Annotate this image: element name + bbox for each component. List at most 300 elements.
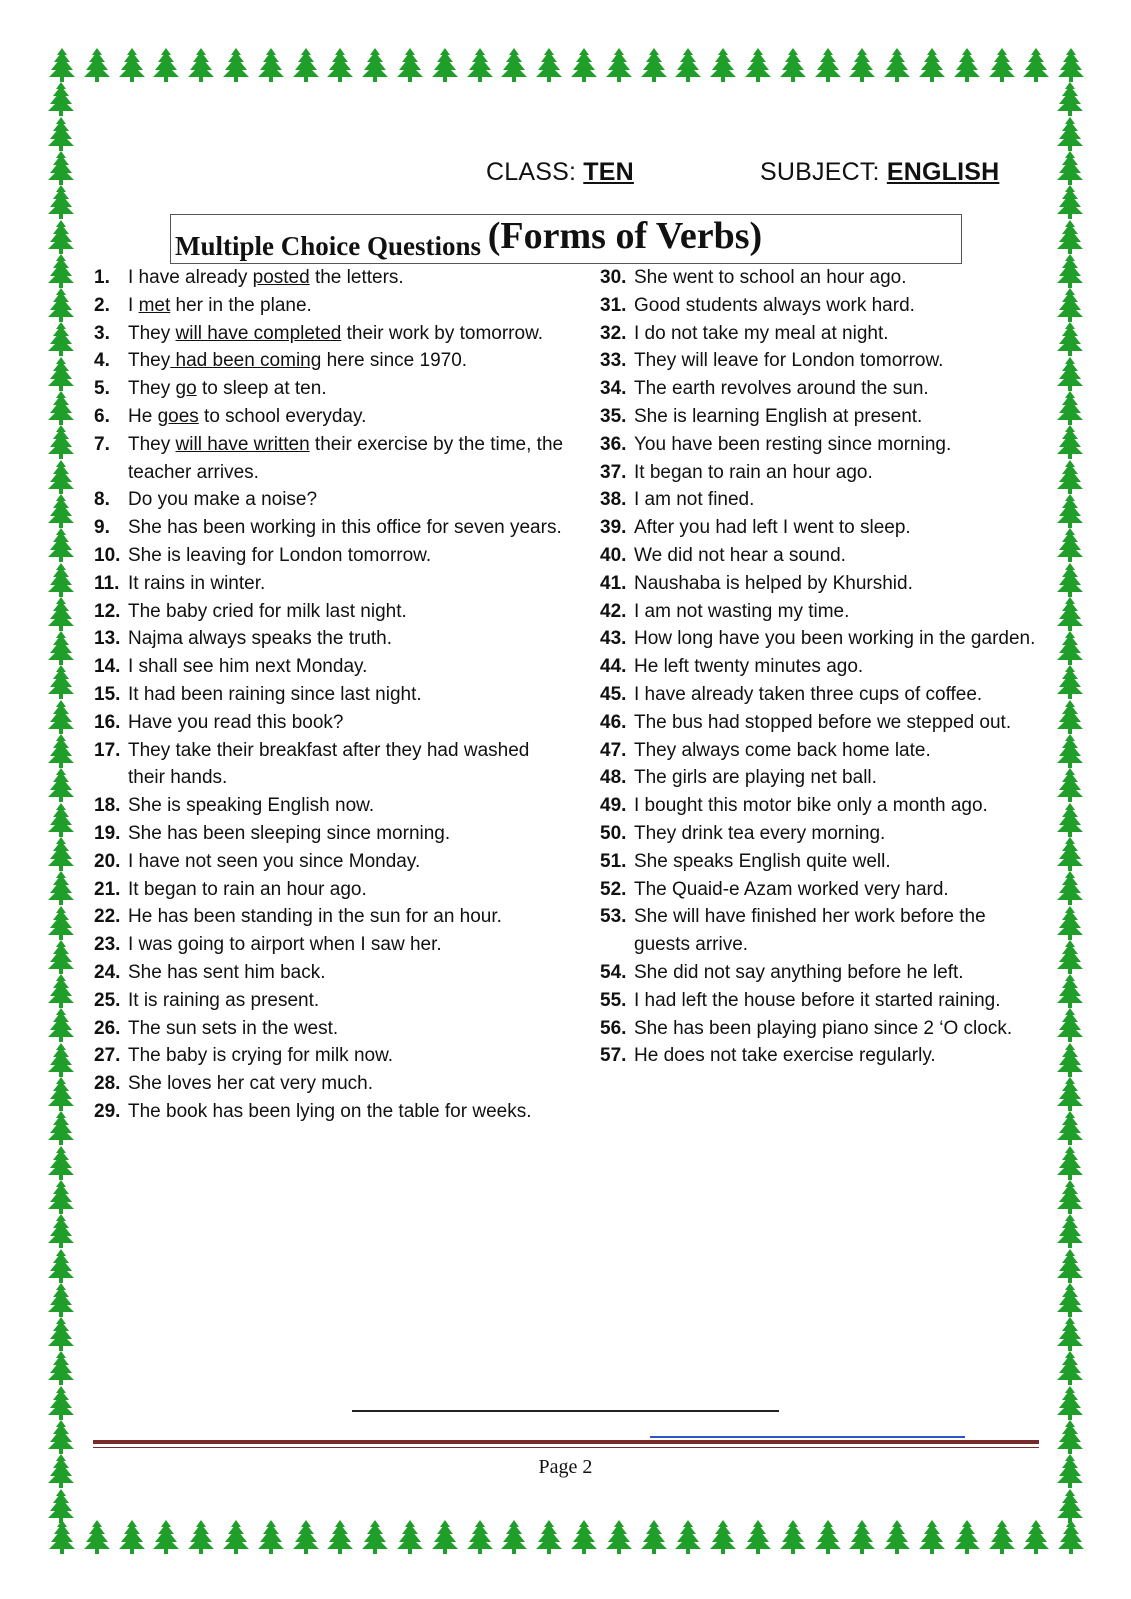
christmas-tree-icon	[152, 48, 180, 82]
christmas-tree-icon	[709, 48, 737, 82]
question-item	[600, 514, 1040, 542]
question-item	[94, 709, 564, 737]
christmas-tree-icon	[1056, 425, 1084, 459]
christmas-tree-icon	[1056, 1386, 1084, 1420]
question-number: 1.	[94, 267, 110, 288]
christmas-tree-icon	[744, 1520, 772, 1554]
christmas-tree-icon	[326, 1520, 354, 1554]
question-item	[600, 403, 1040, 431]
question-text: He has been standing in the sun for an hour.	[128, 906, 502, 928]
christmas-tree-icon	[1056, 1317, 1084, 1351]
christmas-tree-icon	[1056, 563, 1084, 597]
subject-label: SUBJECT: ENGLISH	[760, 158, 1000, 186]
question-item	[600, 264, 1040, 292]
christmas-tree-icon	[1022, 1520, 1050, 1554]
question-number: 23.	[94, 934, 121, 956]
question-text: You have been resting since morning.	[634, 433, 952, 455]
question-text: She is speaking English now.	[128, 795, 375, 817]
question-number: 39.	[600, 517, 627, 539]
christmas-tree-icon	[361, 48, 389, 82]
question-number: 12.	[94, 600, 121, 622]
christmas-tree-icon	[47, 1043, 75, 1077]
christmas-tree-icon	[47, 151, 75, 185]
christmas-tree-icon	[674, 1520, 702, 1554]
question-item	[600, 459, 1040, 487]
question-text: She has sent him back.	[128, 961, 326, 983]
question-number: 52.	[600, 878, 627, 900]
christmas-tree-icon	[47, 734, 75, 768]
christmas-tree-icon	[1056, 768, 1084, 802]
question-item	[600, 431, 1040, 459]
question-text: Do you make a noise?	[128, 489, 318, 511]
christmas-tree-icon	[988, 48, 1016, 82]
christmas-tree-icon	[326, 48, 354, 82]
question-item	[94, 737, 564, 793]
christmas-tree-icon	[918, 48, 946, 82]
question-text: He goes to school everyday.	[128, 405, 367, 427]
question-item	[94, 681, 564, 709]
christmas-tree-icon	[118, 48, 146, 82]
christmas-tree-icon	[1056, 117, 1084, 151]
christmas-tree-icon	[744, 48, 772, 82]
christmas-tree-icon	[222, 1520, 250, 1554]
title-main: (Forms of Verbs)	[487, 215, 763, 257]
question-text: She went to school an hour ago.	[634, 267, 907, 288]
question-text: It rains in winter.	[128, 572, 266, 594]
underlined-verb: go	[175, 378, 197, 400]
christmas-tree-icon	[47, 357, 75, 391]
question-item	[600, 959, 1040, 987]
question-item	[94, 848, 564, 876]
subject-value: ENGLISH	[886, 158, 1000, 186]
christmas-tree-icon	[848, 1520, 876, 1554]
question-item	[600, 737, 1040, 765]
christmas-tree-icon	[953, 1520, 981, 1554]
question-text: The girls are playing net ball.	[634, 767, 877, 789]
christmas-tree-icon	[48, 1520, 76, 1554]
question-item	[600, 848, 1040, 876]
christmas-tree-icon	[1056, 1489, 1084, 1523]
question-text: We did not hear a sound.	[634, 544, 846, 566]
question-item	[94, 625, 564, 653]
underlined-verb: met	[138, 294, 171, 316]
question-number: 44.	[600, 656, 627, 678]
question-item	[600, 570, 1040, 598]
christmas-tree-icon	[47, 117, 75, 151]
question-item	[94, 347, 564, 375]
christmas-tree-icon	[47, 254, 75, 288]
christmas-tree-icon	[257, 1520, 285, 1554]
question-number: 48.	[600, 767, 627, 789]
question-text: It is raining as present.	[128, 989, 320, 1011]
christmas-tree-icon	[187, 48, 215, 82]
question-number: 13.	[94, 628, 121, 650]
question-item	[94, 931, 564, 959]
question-number: 50.	[600, 822, 627, 844]
question-number: 38.	[600, 489, 627, 511]
question-text: I am not wasting my time.	[634, 600, 850, 622]
christmas-tree-icon	[1056, 1008, 1084, 1042]
question-number: 57.	[600, 1045, 627, 1067]
christmas-tree-icon	[47, 1283, 75, 1317]
christmas-tree-icon	[883, 1520, 911, 1554]
christmas-tree-icon	[47, 563, 75, 597]
question-text: She is learning English at present.	[634, 405, 923, 427]
question-text: She did not say anything before he left.	[634, 961, 964, 983]
question-number: 28.	[94, 1073, 121, 1095]
christmas-tree-icon	[1056, 220, 1084, 254]
christmas-tree-icon	[1056, 1180, 1084, 1214]
question-number: 25.	[94, 989, 121, 1011]
christmas-tree-icon	[47, 700, 75, 734]
question-text: I have not seen you since Monday.	[128, 850, 421, 872]
class-value: TEN	[583, 158, 634, 186]
christmas-tree-icon	[1056, 1111, 1084, 1145]
question-text: I was going to airport when I saw her.	[128, 934, 442, 956]
question-number: 32.	[600, 322, 627, 344]
question-item	[94, 598, 564, 626]
underlined-verb: had been coming	[170, 350, 322, 372]
christmas-tree-icon	[640, 48, 668, 82]
question-text: The baby is crying for milk now.	[128, 1045, 394, 1067]
question-item	[94, 320, 564, 348]
question-number: 41.	[600, 572, 627, 594]
question-number: 55.	[600, 989, 627, 1011]
christmas-tree-icon	[47, 1249, 75, 1283]
christmas-tree-icon	[1056, 288, 1084, 322]
christmas-tree-icon	[152, 1520, 180, 1554]
question-item	[600, 764, 1040, 792]
christmas-tree-icon	[988, 1520, 1016, 1554]
question-text: It began to rain an hour ago.	[634, 461, 873, 483]
question-text: They had been coming here since 1970.	[128, 350, 468, 372]
christmas-tree-icon	[1056, 254, 1084, 288]
question-item	[94, 542, 564, 570]
christmas-tree-icon	[47, 528, 75, 562]
christmas-tree-icon	[1056, 1043, 1084, 1077]
christmas-tree-icon	[814, 48, 842, 82]
question-number: 49.	[600, 795, 627, 817]
question-text: They drink tea every morning.	[634, 822, 886, 844]
christmas-tree-icon	[47, 974, 75, 1008]
question-text: They will leave for London tomorrow.	[634, 350, 944, 372]
question-text: She has been sleeping since morning.	[128, 822, 451, 844]
question-item	[600, 681, 1040, 709]
question-item	[600, 653, 1040, 681]
christmas-tree-icon	[83, 1520, 111, 1554]
question-item	[94, 653, 564, 681]
underlined-verb: goes	[157, 405, 199, 427]
christmas-tree-icon	[1056, 82, 1084, 116]
question-text: The sun sets in the west.	[128, 1017, 339, 1039]
christmas-tree-icon	[883, 48, 911, 82]
christmas-tree-icon	[47, 82, 75, 116]
christmas-tree-icon	[1056, 1351, 1084, 1385]
christmas-tree-icon	[605, 1520, 633, 1554]
christmas-tree-icon	[1056, 494, 1084, 528]
question-item	[600, 375, 1040, 403]
question-item	[600, 876, 1040, 904]
question-item	[600, 903, 1040, 959]
christmas-tree-icon	[47, 665, 75, 699]
question-number: 22.	[94, 906, 121, 928]
question-number: 18.	[94, 795, 121, 817]
question-number: 5.	[94, 378, 110, 400]
christmas-tree-icon	[396, 1520, 424, 1554]
question-item	[94, 959, 564, 987]
christmas-tree-icon	[47, 1317, 75, 1351]
christmas-tree-icon	[500, 48, 528, 82]
christmas-tree-icon	[1022, 48, 1050, 82]
question-number: 35.	[600, 405, 627, 427]
question-item	[94, 1070, 564, 1098]
footer-rule-thin	[93, 1447, 1039, 1448]
christmas-tree-icon	[47, 1180, 75, 1214]
question-text: They will have written their exercise by the time, the teacher arrives.	[128, 433, 564, 483]
christmas-tree-icon	[1056, 151, 1084, 185]
christmas-tree-icon	[500, 1520, 528, 1554]
christmas-tree-icon	[953, 48, 981, 82]
christmas-tree-icon	[47, 940, 75, 974]
question-number: 45.	[600, 683, 627, 705]
question-text: She has been working in this office for seven years.	[128, 517, 562, 539]
question-text: They always come back home late.	[634, 739, 931, 761]
christmas-tree-icon	[779, 1520, 807, 1554]
question-number: 56.	[600, 1017, 627, 1039]
question-text: She loves her cat very much.	[128, 1073, 373, 1095]
christmas-tree-icon	[47, 631, 75, 665]
christmas-tree-icon	[118, 1520, 146, 1554]
christmas-tree-icon	[1056, 1214, 1084, 1248]
question-item	[94, 375, 564, 403]
question-item	[600, 792, 1040, 820]
question-number: 3.	[94, 322, 110, 344]
christmas-tree-icon	[47, 1111, 75, 1145]
christmas-tree-icon	[1056, 1077, 1084, 1111]
question-number: 15.	[94, 683, 121, 705]
question-text: I had left the house before it started raining.	[634, 989, 1001, 1011]
christmas-tree-icon	[1056, 391, 1084, 425]
christmas-tree-icon	[779, 48, 807, 82]
christmas-tree-icon	[1056, 322, 1084, 356]
christmas-tree-icon	[187, 1520, 215, 1554]
christmas-tree-icon	[257, 48, 285, 82]
question-text: After you had left I went to sleep.	[634, 517, 911, 539]
question-number: 33.	[600, 350, 627, 372]
christmas-tree-icon	[466, 48, 494, 82]
christmas-tree-icon	[47, 185, 75, 219]
question-item	[600, 347, 1040, 375]
christmas-tree-icon	[47, 1008, 75, 1042]
christmas-tree-icon	[535, 1520, 563, 1554]
christmas-tree-icon	[47, 837, 75, 871]
question-text: Naushaba is helped by Khurshid.	[634, 572, 913, 594]
question-text: She has been playing piano since 2 ‘O clock.	[634, 1017, 1013, 1039]
christmas-tree-icon	[47, 220, 75, 254]
question-item	[600, 709, 1040, 737]
question-text: She will have finished her work before the guests arrive.	[634, 906, 986, 956]
question-number: 43.	[600, 628, 627, 650]
christmas-tree-icon	[918, 1520, 946, 1554]
christmas-tree-icon	[292, 48, 320, 82]
question-number: 36.	[600, 433, 627, 455]
question-text: I met her in the plane.	[128, 294, 312, 316]
christmas-tree-icon	[47, 1386, 75, 1420]
page-title	[170, 214, 962, 264]
christmas-tree-icon	[1056, 1249, 1084, 1283]
question-item	[94, 876, 564, 904]
question-text: She speaks English quite well.	[634, 850, 891, 872]
question-number: 8.	[94, 489, 110, 511]
question-number: 24.	[94, 961, 121, 983]
christmas-tree-icon	[1056, 528, 1084, 562]
question-item	[94, 570, 564, 598]
question-text: He does not take exercise regularly.	[634, 1045, 936, 1067]
christmas-tree-icon	[47, 322, 75, 356]
question-text: Have you read this book?	[128, 711, 344, 733]
christmas-tree-icon	[1056, 700, 1084, 734]
question-number: 46.	[600, 711, 627, 733]
class-label: CLASS: TEN	[486, 158, 634, 186]
question-item	[94, 987, 564, 1015]
question-item	[94, 486, 564, 514]
christmas-tree-icon	[431, 48, 459, 82]
christmas-tree-icon	[47, 1420, 75, 1454]
question-number: 26.	[94, 1017, 121, 1039]
christmas-tree-icon	[292, 1520, 320, 1554]
christmas-tree-icon	[1056, 871, 1084, 905]
question-number: 53.	[600, 906, 627, 928]
christmas-tree-icon	[47, 597, 75, 631]
christmas-tree-icon	[83, 48, 111, 82]
question-text: The earth revolves around the sun.	[634, 378, 929, 400]
question-text: The bus had stopped before we stepped out.	[634, 711, 1012, 733]
question-item	[94, 264, 564, 292]
christmas-tree-icon	[47, 906, 75, 940]
question-text: How long have you been working in the garden.	[634, 628, 1036, 650]
question-number: 9.	[94, 517, 110, 539]
question-item	[600, 625, 1040, 653]
question-item	[600, 1042, 1040, 1070]
question-text: I do not take my meal at night.	[634, 322, 889, 344]
underlined-verb: posted	[252, 267, 310, 288]
question-number: 4.	[94, 350, 110, 372]
christmas-tree-icon	[848, 48, 876, 82]
christmas-tree-icon	[361, 1520, 389, 1554]
question-number: 47.	[600, 739, 627, 761]
question-item	[600, 320, 1040, 348]
christmas-tree-icon	[1056, 665, 1084, 699]
question-number: 7.	[94, 433, 110, 455]
question-number: 37.	[600, 461, 627, 483]
christmas-tree-icon	[605, 48, 633, 82]
christmas-tree-icon	[570, 48, 598, 82]
question-text: They take their breakfast after they had washed their hands.	[128, 739, 530, 789]
christmas-tree-icon	[47, 871, 75, 905]
question-number: 31.	[600, 294, 627, 316]
question-text: It began to rain an hour ago.	[128, 878, 367, 900]
christmas-tree-icon	[1056, 974, 1084, 1008]
christmas-tree-icon	[47, 1077, 75, 1111]
christmas-tree-icon	[1056, 185, 1084, 219]
christmas-tree-icon	[47, 288, 75, 322]
question-text: They will have completed their work by tomorrow.	[128, 322, 544, 344]
question-item	[94, 792, 564, 820]
christmas-tree-icon	[47, 1146, 75, 1180]
question-text: The Quaid-e Azam worked very hard.	[634, 878, 949, 900]
christmas-tree-icon	[47, 391, 75, 425]
christmas-tree-icon	[1056, 837, 1084, 871]
question-text: I have already taken three cups of coffee.	[634, 683, 983, 705]
christmas-tree-icon	[1056, 357, 1084, 391]
question-number: 21.	[94, 878, 121, 900]
christmas-tree-icon	[47, 1351, 75, 1385]
question-text: The baby cried for milk last night.	[128, 600, 407, 622]
question-number: 2.	[94, 294, 110, 316]
question-number: 42.	[600, 600, 627, 622]
question-text: I have already posted the letters.	[128, 267, 404, 288]
title-prefix: Multiple Choice Questions	[175, 231, 488, 261]
christmas-tree-icon	[431, 1520, 459, 1554]
christmas-tree-icon	[47, 494, 75, 528]
question-item	[600, 1015, 1040, 1043]
christmas-tree-icon	[47, 1489, 75, 1523]
question-number: 34.	[600, 378, 627, 400]
question-number: 6.	[94, 405, 110, 427]
question-number: 14.	[94, 656, 121, 678]
christmas-tree-icon	[674, 48, 702, 82]
question-number: 16.	[94, 711, 121, 733]
christmas-tree-icon	[640, 1520, 668, 1554]
christmas-tree-icon	[1057, 48, 1085, 82]
question-text: Good students always work hard.	[634, 294, 915, 316]
question-number: 54.	[600, 961, 627, 983]
question-text: I am not fined.	[634, 489, 755, 511]
christmas-tree-icon	[47, 1214, 75, 1248]
christmas-tree-icon	[1057, 1520, 1085, 1554]
question-number: 20.	[94, 850, 121, 872]
question-text: The book has been lying on the table for weeks.	[128, 1100, 532, 1122]
question-number: 29.	[94, 1100, 121, 1122]
question-item	[600, 820, 1040, 848]
question-text: I shall see him next Monday.	[128, 656, 368, 678]
question-list-right	[600, 264, 1040, 1070]
question-number: 51.	[600, 850, 627, 872]
question-number: 19.	[94, 822, 121, 844]
question-item	[94, 431, 564, 487]
christmas-tree-icon	[1056, 597, 1084, 631]
question-text: He left twenty minutes ago.	[634, 656, 864, 678]
christmas-tree-icon	[1056, 1283, 1084, 1317]
question-item	[600, 542, 1040, 570]
christmas-tree-icon	[1056, 734, 1084, 768]
christmas-tree-icon	[1056, 460, 1084, 494]
question-item	[600, 598, 1040, 626]
question-text: I bought this motor bike only a month ago.	[634, 795, 988, 817]
christmas-tree-icon	[396, 48, 424, 82]
question-item	[94, 1042, 564, 1070]
question-item	[94, 292, 564, 320]
question-item	[94, 514, 564, 542]
question-item	[600, 987, 1040, 1015]
signature-line	[352, 1410, 779, 1412]
christmas-tree-icon	[48, 48, 76, 82]
question-number: 40.	[600, 544, 627, 566]
question-text: Najma always speaks the truth.	[128, 628, 393, 650]
question-text: They go to sleep at ten.	[128, 378, 327, 400]
question-item	[94, 1098, 564, 1126]
question-number: 11.	[94, 572, 120, 594]
